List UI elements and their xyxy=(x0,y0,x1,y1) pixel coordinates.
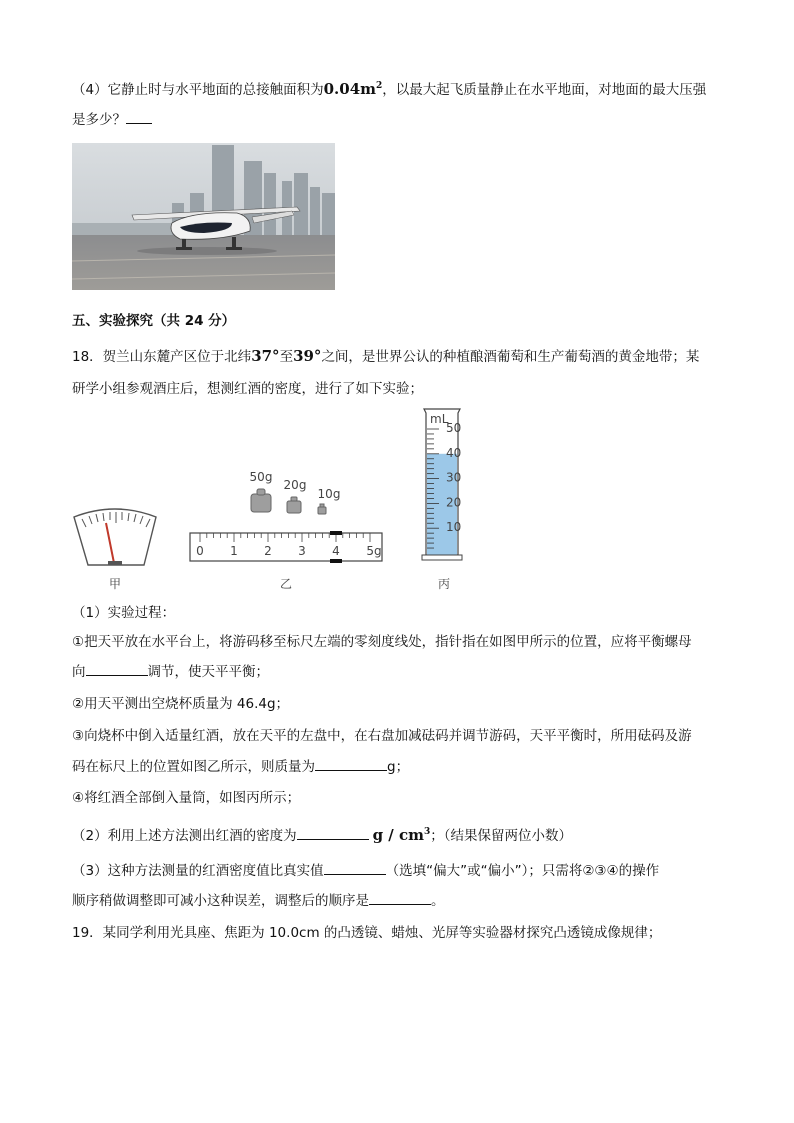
part3-text-c: 顺序稍做调整即可减小这种误差，调整后的顺序是 xyxy=(72,893,369,909)
q17-part4-line2 xyxy=(72,108,152,128)
ruler-label: 4 xyxy=(332,544,340,558)
q17-part4-text-c: 是多少？ xyxy=(72,112,126,128)
balance-pointer-dial xyxy=(74,509,156,591)
rider-bottom xyxy=(330,559,342,563)
q19-text: 19．某同学利用光具座、焦距为 10.0cm 的凸透镜、蜡烛、光屏等实验器材探究凸透镜成像规律； xyxy=(72,925,662,941)
experiment-figure xyxy=(68,405,488,595)
svg-text:50g: 50g xyxy=(249,470,273,484)
q18-step1-line1: ①把天平放在水平台上，将游码移至标尺左端的零刻度线处，指针指在如图甲所示的位置，应将平衡螺母 xyxy=(72,634,692,650)
weight-10g xyxy=(318,487,341,514)
latitude-39: 39° xyxy=(293,347,322,365)
step1-text-a: 向 xyxy=(72,664,86,680)
svg-text:20g: 20g xyxy=(283,478,307,492)
answer-blank-bias[interactable] xyxy=(324,860,386,875)
q17-part4-text-b: ，以最大起飞质量静止在水平地面，对地面的最大压强 xyxy=(382,82,707,98)
density-unit: g / $cm^3$ xyxy=(372,826,431,844)
answer-blank-pressure[interactable] xyxy=(126,109,152,124)
cylinder-label: 30 xyxy=(446,470,462,485)
q18-step3-line2 xyxy=(72,755,409,775)
part2-text-b: ；（结果保留两位小数） xyxy=(430,828,573,844)
step1-text-b: 调节，使天平平衡； xyxy=(147,664,269,680)
graduated-cylinder xyxy=(422,409,462,591)
cylinder-unit: mL xyxy=(430,412,449,426)
q18-intro-a: 18．贺兰山东麓产区位于北纬 xyxy=(72,349,252,365)
answer-blank-direction[interactable] xyxy=(86,661,148,676)
weights-and-ruler xyxy=(190,470,382,591)
answer-blank-order[interactable] xyxy=(369,890,431,905)
weight-50g xyxy=(250,470,273,512)
ruler-label: 0 xyxy=(196,544,204,558)
ruler-label: 5g xyxy=(366,544,382,558)
answer-blank-mass[interactable] xyxy=(315,756,387,771)
q18-step2: ②用天平测出空烧杯质量为 46.4g； xyxy=(72,696,290,712)
q17-part4-text-a: （4）它静止时与水平地面的总接触面积为 xyxy=(72,82,324,98)
q18-step3-line1: ③向烧杯中倒入适量红酒，放在天平的左盘中，在右盘加减砝码并调节游码，天平平衡时，所用砝码及游 xyxy=(72,728,692,744)
cylinder-label: 20 xyxy=(446,495,462,510)
section-heading: 五、实验探究（共 24 分） xyxy=(72,313,236,329)
q18-part2 xyxy=(72,824,572,844)
part3-text-b: （选填“偏大”或“偏小”）；只需将②③④的操作 xyxy=(385,863,660,879)
ruler-label: 1 xyxy=(230,544,238,558)
weight-20g xyxy=(284,478,307,513)
q18-step4: ④将红酒全部倒入量筒，如图丙所示； xyxy=(72,790,301,806)
step3-text-b: g； xyxy=(387,759,410,775)
q18-intro-line2: 研学小组参观酒庄后，想测红酒的密度，进行了如下实验； xyxy=(72,381,423,397)
q18-part3-line2 xyxy=(72,889,445,909)
q18-step1-line2 xyxy=(72,660,269,680)
ruler-label: 3 xyxy=(298,544,306,558)
cylinder-label: 40 xyxy=(446,445,462,460)
q18-step-heading: （1）实验过程： xyxy=(72,605,176,621)
q18-part3-line1 xyxy=(72,859,659,879)
cylinder-label: 10 xyxy=(446,520,462,535)
part3-text-d: 。 xyxy=(431,893,445,909)
part3-text-a: （3）这种方法测量的红酒密度值比真实值 xyxy=(72,863,324,879)
svg-text:10g: 10g xyxy=(317,487,341,501)
ruler-body xyxy=(190,533,382,561)
caption-bing: 丙 xyxy=(437,577,451,591)
ruler-label: 2 xyxy=(264,544,272,558)
evtol-photo xyxy=(72,143,335,290)
q18-intro-line1 xyxy=(72,345,699,365)
caption-jia: 甲 xyxy=(108,577,122,591)
q17-part4-line1 xyxy=(72,78,706,98)
area-value: $0.04m^2$ xyxy=(323,80,383,98)
q18-intro-b: 之间，是世界公认的种植酿酒葡萄和生产葡萄酒的黄金地带；某 xyxy=(321,349,700,365)
cylinder-label: 50 xyxy=(446,421,462,435)
answer-blank-density[interactable] xyxy=(297,825,369,840)
rider-top xyxy=(330,531,342,535)
latitude-37: 37° xyxy=(251,347,280,365)
step3-text-a: 码在标尺上的位置如图乙所示，则质量为 xyxy=(72,759,315,775)
q18-intro-mid: 至 xyxy=(279,349,294,365)
caption-yi: 乙 xyxy=(279,577,293,591)
part2-text-a: （2）利用上述方法测出红酒的密度为 xyxy=(72,828,297,844)
